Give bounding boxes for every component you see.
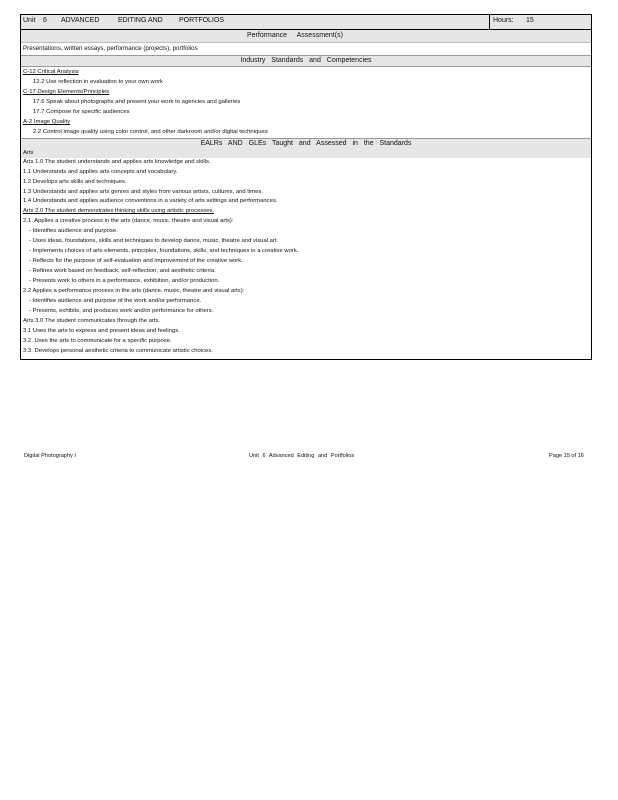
performance-assessment-heading-row <box>21 30 591 42</box>
ealrs-line: Arts 3.0 The student communicates through the arts. <box>23 317 161 324</box>
industry-line: 17.6 Speak about photographs and present your work to agencies and galleries <box>33 98 241 105</box>
ealrs-line: 3.2. Uses the arts to communicate for a specific purpose. <box>23 337 172 344</box>
ealrs-line: - Implements choices of arts elements, principles, foundations, skills, and techniques in a creative work. <box>29 248 299 255</box>
hours-value: 15 <box>526 17 534 24</box>
ealrs-line: 1.1 Understands and applies arts concepts and vocabulary. <box>23 168 178 175</box>
ealrs-line: - Identifies audience and purpose of the work and/or performance. <box>29 298 202 305</box>
ealrs-line: 1.2 Develops arts skills and techniques. <box>23 178 127 185</box>
ealrs-line: 1.4 Understands and applies audience conventions in a variety of arts settings and performances. <box>23 198 278 205</box>
industry-line: A-2 Image Quality <box>23 118 71 125</box>
ealrs-line: - Reflects for the purpose of self-evaluation and improvement of the creative work. <box>29 258 243 265</box>
ealrs-list <box>21 158 591 359</box>
ealrs-line: Arts 1.0 The student understands and applies arts knowledge and skills. <box>23 158 211 165</box>
ealrs-line: - Presents, exhibits, and produces work and/or performance for others. <box>29 307 214 314</box>
ealrs-line: 2.1. Applies a creative process in the arts (dance, music, theatre and visual arts): <box>23 218 234 225</box>
ealrs-heading: EALRs AND GLEs Taught and Assessed in the Standards <box>21 138 591 148</box>
industry-standards-heading: Industry Standards and Competencies <box>21 55 591 67</box>
industry-line: 12.2 Use reflection in evaluation to your own work <box>33 78 163 85</box>
ealrs-line: - Refines work based on feedback, self-reflection, and aesthetic criteria. <box>29 268 216 275</box>
performance-assessment-text: Presentations, written essays, performance (projects), portfolios <box>21 42 591 55</box>
document-page <box>20 14 591 360</box>
footer-right: Page 15 of 16 <box>549 453 584 459</box>
header-divider <box>489 15 490 29</box>
industry-line: C-12 Critical Analysis <box>23 69 79 75</box>
unit-title-word-1: ADVANCED <box>61 17 100 24</box>
industry-line: 2.2 Control image quality using color control, and other darkroom and/or digital techniques <box>33 128 268 135</box>
industry-standards-list <box>21 67 591 138</box>
ealrs-line: - Presents work to others in a performance, exhibition, and/or production. <box>29 278 220 285</box>
unit-number: 6 <box>43 17 47 24</box>
performance-assessment-heading: Performance Assessment(s) <box>247 32 343 39</box>
unit-label: Unit <box>23 17 36 24</box>
curriculum-table <box>20 14 592 360</box>
ealrs-line: - Uses ideas, foundations, skills and techniques to develop dance, music, theatre and visual art. <box>29 238 279 245</box>
unit-title-word-2: EDITING AND <box>118 17 163 24</box>
footer-left: Digital Photography I <box>24 453 76 459</box>
ealrs-line: - Identifies audience and purpose. <box>29 228 118 235</box>
footer-center: Unit 6 Advanced Editing and Portfolios <box>249 453 355 459</box>
ealrs-line: 3.3. Develops personal aesthetic criteria to communicate artistic choices. <box>23 347 213 354</box>
industry-line: C-17 Design Elements/Principles <box>23 88 110 95</box>
ealrs-line: Arts 2.0 The student demonstrates thinking skills using artistic processes. <box>23 208 215 215</box>
industry-line: 17.7 Compose for specific audiences <box>33 108 130 115</box>
ealrs-subject: Arts <box>21 148 591 158</box>
ealrs-line: 2.2 Applies a performance process in the arts (dance, music, theatre and visual arts): <box>23 288 245 295</box>
ealrs-line: 3.1 Uses the arts to express and present ideas and feelings. <box>23 327 180 334</box>
unit-header-row <box>21 15 591 30</box>
unit-title-word-3: PORTFOLIOS <box>179 17 224 24</box>
hours-label: Hours: <box>493 17 514 24</box>
ealrs-line: 1.3 Understands and applies arts genres and styles from various artists, cultures, and times. <box>23 188 263 195</box>
